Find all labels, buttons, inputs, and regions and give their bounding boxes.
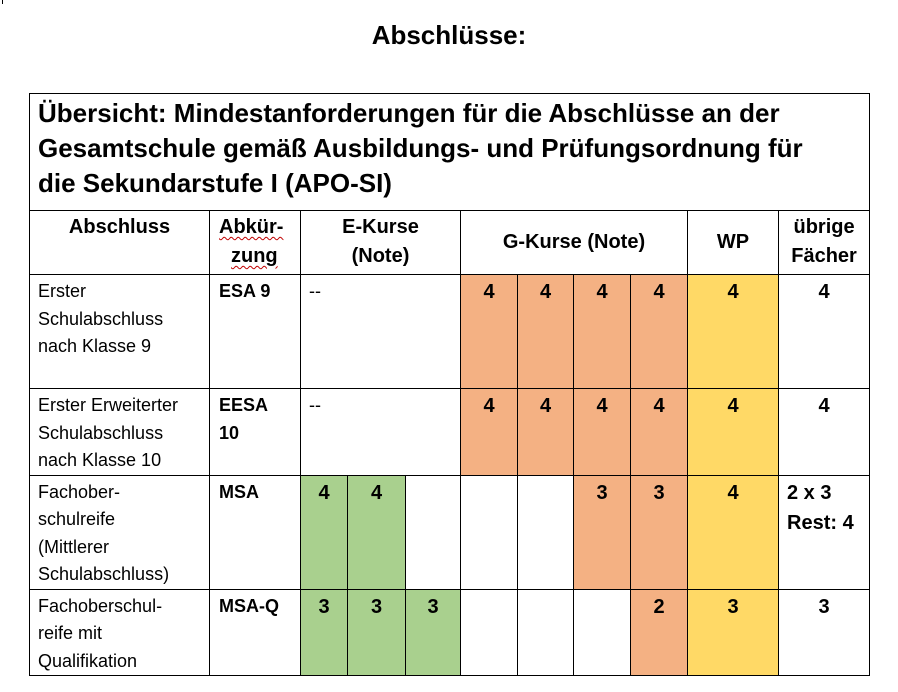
row-name-line: Erster	[38, 281, 87, 301]
row-name-esa	[30, 275, 210, 389]
row-name-line: Fachober-	[38, 481, 121, 502]
e-kurs-cell: 4	[301, 475, 348, 589]
uebrige-cell: 4	[779, 389, 870, 476]
corner-mark	[2, 0, 3, 4]
g-kurs-cell	[518, 589, 574, 676]
header-g-kurse	[461, 211, 688, 275]
header-wp-label: WP	[716, 231, 750, 253]
g-kurs-cell	[461, 589, 518, 676]
row-name-msa-q	[30, 589, 210, 676]
row-name-line: nach Klasse 10	[38, 450, 162, 470]
page-title: Abschlüsse:	[371, 20, 527, 50]
header-g-kurse-label: G-Kurse (Note)	[502, 231, 646, 253]
e-kurse-cell: --	[301, 275, 461, 389]
row-name-msa	[30, 475, 210, 589]
g-kurs-cell: 4	[461, 389, 518, 476]
g-kurs-cell: 4	[574, 275, 631, 389]
row-abbr-line: 10	[219, 422, 240, 443]
row-name-line: Schulabschluss)	[38, 564, 170, 584]
header-wp	[688, 211, 779, 275]
row-name-line: Schulabschluss	[38, 422, 164, 443]
table-row	[30, 275, 870, 389]
e-kurs-cell: 3	[406, 589, 461, 676]
overview-row	[30, 94, 870, 211]
header-abschluss	[30, 211, 210, 275]
row-abbr-eesa	[210, 389, 301, 476]
header-abk-line-1: Abkür-	[219, 216, 284, 238]
g-kurs-cell: 4	[461, 275, 518, 389]
g-kurs-cell: 4	[631, 389, 688, 476]
header-row	[30, 211, 870, 275]
g-kurs-cell	[461, 475, 518, 589]
table-row	[30, 475, 870, 589]
uebrige-line: Rest: 4	[787, 511, 854, 534]
g-kurs-cell: 3	[631, 475, 688, 589]
uebrige-cell: 4	[779, 275, 870, 389]
header-abk-line-2: zung	[231, 245, 278, 267]
row-name-line: reife mit	[38, 623, 103, 643]
header-e-kurse-line-2: (Note)	[351, 245, 410, 267]
g-kurs-cell: 3	[574, 475, 631, 589]
g-kurs-cell	[574, 589, 631, 676]
uebrige-line: 2 x 3	[787, 481, 832, 504]
overview-heading	[30, 94, 870, 211]
g-kurs-cell	[518, 475, 574, 589]
header-abkuerzung	[210, 211, 301, 275]
row-name-eesa	[30, 389, 210, 476]
row-abbr-esa	[210, 275, 301, 389]
table-row	[30, 389, 870, 476]
wp-cell: 4	[688, 389, 779, 476]
g-kurs-cell: 4	[518, 275, 574, 389]
overview-line-2: Gesamtschule gemäß Ausbildungs- und Prüfungsordnung für	[38, 133, 803, 163]
g-kurs-cell: 4	[574, 389, 631, 476]
wp-cell: 4	[688, 475, 779, 589]
e-kurs-cell: 3	[348, 589, 406, 676]
e-kurse-cell: --	[301, 389, 461, 476]
table-row	[30, 589, 870, 676]
g-kurs-cell: 2	[631, 589, 688, 676]
wp-cell: 3	[688, 589, 779, 676]
e-kurs-cell	[406, 475, 461, 589]
row-abbr-msa	[210, 475, 301, 589]
row-name-line: schulreife	[38, 509, 116, 529]
g-kurs-cell: 4	[518, 389, 574, 476]
row-name-line: nach Klasse 9	[38, 336, 152, 356]
overview-line-3: die Sekundarstufe I (APO-SI)	[38, 168, 392, 198]
uebrige-cell: 3	[779, 589, 870, 676]
row-abbr-line: EESA	[219, 395, 269, 415]
row-name-line: Fachoberschul-	[38, 595, 163, 616]
uebrige-cell	[779, 475, 870, 589]
row-abbr-msa-q	[210, 589, 301, 676]
requirements-table	[29, 93, 870, 676]
header-e-kurse-line-1: E-Kurse	[342, 216, 419, 238]
header-abschluss-label: Abschluss	[68, 216, 171, 238]
e-kurs-cell: 4	[348, 475, 406, 589]
overview-line-1: Übersicht: Mindestanforderungen für die Abschlüsse an der	[38, 98, 780, 128]
row-name-line: Schulabschluss	[38, 308, 164, 329]
row-name-line: Erster Erweiterter	[38, 395, 179, 415]
header-e-kurse	[301, 211, 461, 275]
row-name-line: (Mittlerer	[38, 536, 109, 557]
header-uebrige-line-1: übrige	[793, 216, 855, 238]
g-kurs-cell: 4	[631, 275, 688, 389]
wp-cell: 4	[688, 275, 779, 389]
header-uebrige-line-2: Fächer	[791, 245, 857, 267]
row-abbr-line: ESA 9	[219, 281, 271, 301]
row-abbr-line: MSA	[219, 481, 259, 502]
row-abbr-line: MSA-Q	[219, 595, 279, 616]
header-uebrige-faecher	[779, 211, 870, 275]
row-name-line: Qualifikation	[38, 650, 138, 671]
e-kurs-cell: 3	[301, 589, 348, 676]
